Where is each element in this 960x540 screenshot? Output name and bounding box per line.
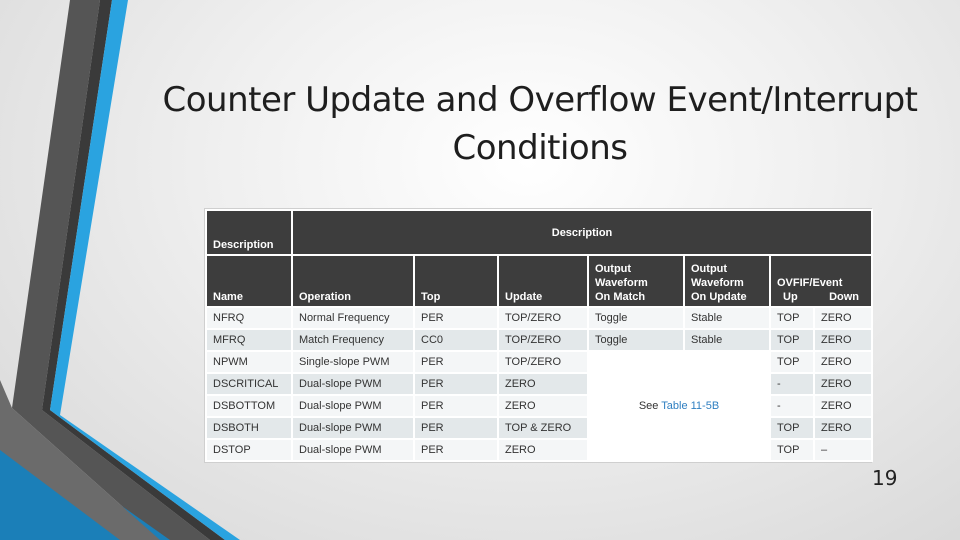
cell-name: DSBOTTOM <box>206 395 292 417</box>
cell-update: ZERO <box>498 395 588 417</box>
cell-operation: Dual-slope PWM <box>292 373 414 395</box>
cell-name: DSCRITICAL <box>206 373 292 395</box>
header-operation: Operation <box>292 255 414 307</box>
cell-operation: Match Frequency <box>292 329 414 351</box>
cell-up: TOP <box>770 351 814 373</box>
table-row <box>206 417 872 439</box>
header-waveform-match-l2: Waveform <box>595 277 648 289</box>
title-line-2: Conditions <box>452 128 628 168</box>
cell-name: MFRQ <box>206 329 292 351</box>
cell-down: ZERO <box>814 417 872 439</box>
group-header-description-2: Description <box>292 210 872 255</box>
header-top: Top <box>414 255 498 307</box>
table-row <box>206 307 872 329</box>
header-ovfif-event <box>770 255 872 307</box>
cell-waveform-match: Toggle <box>588 329 684 351</box>
cell-up: TOP <box>770 307 814 329</box>
cell-down: ZERO <box>814 395 872 417</box>
cell-up: - <box>770 395 814 417</box>
header-waveform-update-l2: Waveform <box>691 277 744 289</box>
header-waveform-match-l3: On Match <box>595 291 646 303</box>
cell-top: PER <box>414 351 498 373</box>
cell-down: ZERO <box>814 373 872 395</box>
cell-top: CC0 <box>414 329 498 351</box>
cell-update: TOP/ZERO <box>498 351 588 373</box>
cell-update: TOP/ZERO <box>498 329 588 351</box>
cell-update: TOP & ZERO <box>498 417 588 439</box>
cell-waveform-update: Stable <box>684 307 770 329</box>
cell-up: TOP <box>770 417 814 439</box>
table-row <box>206 329 872 351</box>
header-waveform-update <box>684 255 770 307</box>
header-waveform-update-l1: Output <box>691 263 728 275</box>
header-name: Name <box>206 255 292 307</box>
cell-name: NFRQ <box>206 307 292 329</box>
header-up: Up <box>783 291 798 303</box>
cell-operation: Dual-slope PWM <box>292 417 414 439</box>
cell-waveform-update: Stable <box>684 329 770 351</box>
cell-top: PER <box>414 395 498 417</box>
cell-down: ZERO <box>814 329 872 351</box>
table-row <box>206 395 872 417</box>
cell-up: TOP <box>770 439 814 461</box>
see-table-note <box>588 351 770 461</box>
cell-update: ZERO <box>498 373 588 395</box>
header-waveform-update-l3: On Update <box>691 291 747 303</box>
cell-up: - <box>770 373 814 395</box>
see-text: See <box>638 400 659 412</box>
table-row <box>206 439 872 461</box>
cell-top: PER <box>414 417 498 439</box>
cell-name: NPWM <box>206 351 292 373</box>
group-header-row <box>206 210 872 255</box>
cell-name: DSTOP <box>206 439 292 461</box>
table-row <box>206 351 872 373</box>
cell-operation: Dual-slope PWM <box>292 439 414 461</box>
cell-down: ZERO <box>814 351 872 373</box>
counter-table <box>204 208 872 463</box>
column-header-row <box>206 255 872 307</box>
header-ovfif-label: OVFIF/Event <box>777 277 843 289</box>
cell-down: ZERO <box>814 307 872 329</box>
cell-operation: Single-slope PWM <box>292 351 414 373</box>
slide-title <box>150 76 930 172</box>
cell-waveform-match: Toggle <box>588 307 684 329</box>
cell-top: PER <box>414 439 498 461</box>
cell-top: PER <box>414 307 498 329</box>
cell-operation: Dual-slope PWM <box>292 395 414 417</box>
cell-down: – <box>814 439 872 461</box>
group-header-description-1: Description <box>206 210 292 255</box>
page-number: 19 <box>872 466 898 490</box>
header-waveform-match <box>588 255 684 307</box>
cell-operation: Normal Frequency <box>292 307 414 329</box>
header-down: Down <box>829 291 860 303</box>
cell-update: TOP/ZERO <box>498 307 588 329</box>
cell-top: PER <box>414 373 498 395</box>
header-update: Update <box>498 255 588 307</box>
cell-name: DSBOTH <box>206 417 292 439</box>
table-row <box>206 373 872 395</box>
header-waveform-match-l1: Output <box>595 263 632 275</box>
cell-update: ZERO <box>498 439 588 461</box>
title-line-1: Counter Update and Overflow Event/Interrupt <box>162 80 918 120</box>
cell-up: TOP <box>770 329 814 351</box>
see-table-link[interactable]: Table 11-5B <box>661 400 720 412</box>
